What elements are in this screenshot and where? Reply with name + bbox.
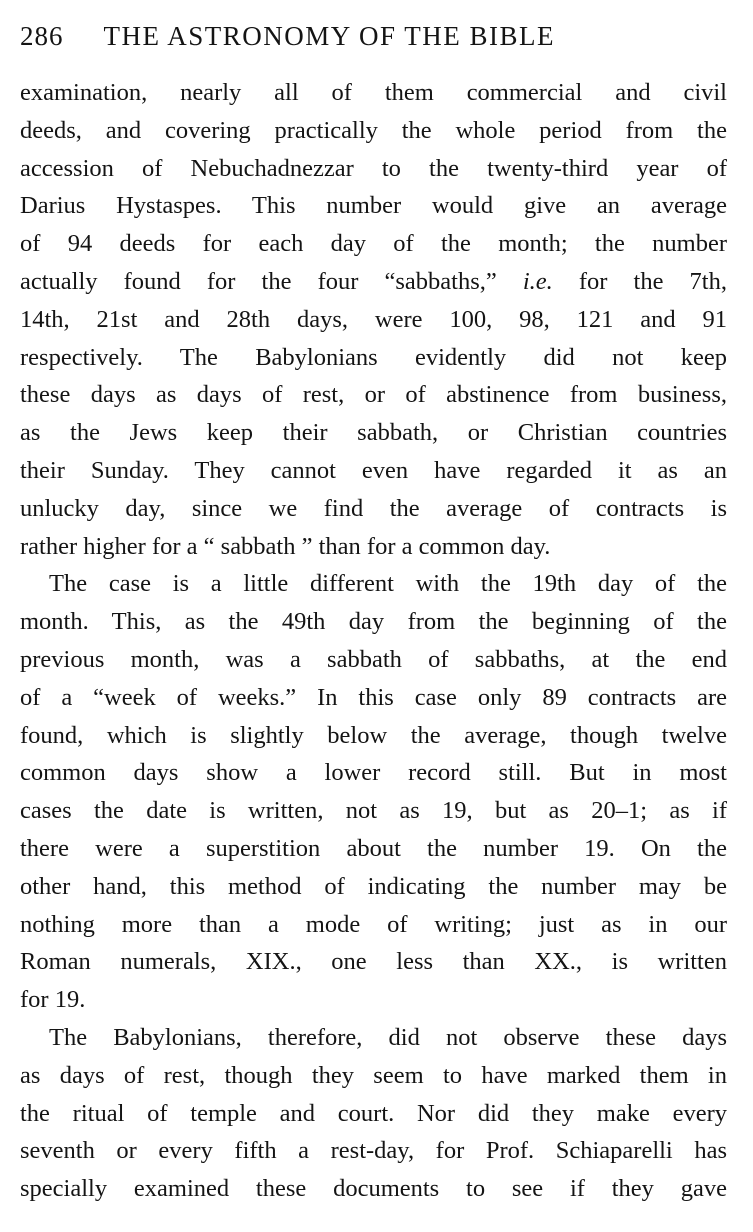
text-line: The case is a little different with the 19th day of the <box>49 570 727 598</box>
text-line: found, which is slightly below the average, though twelve <box>20 721 727 749</box>
text-line-with-italic <box>20 263 727 301</box>
text-line: of 94 deeds for each day of the month; the number <box>20 230 727 258</box>
italic-abbreviation: i.e. <box>522 267 553 295</box>
text-segment: actually found for the four “sabbaths,” <box>20 267 497 295</box>
running-head <box>20 16 730 56</box>
text-line: unlucky day, since we find the average of contracts is <box>20 494 727 522</box>
text-line: 14th, 21st and 28th days, were 100, 98, 121 and 91 <box>20 305 727 333</box>
text-line: their Sunday. They cannot even have regarded it as an <box>20 456 727 484</box>
text-line: rather higher for a “ sabbath ” than for a common day. <box>20 532 551 560</box>
text-segment: for the 7th, <box>578 267 727 295</box>
text-line: The Babylonians, therefore, did not observe these days <box>49 1023 727 1051</box>
text-line: Darius Hystaspes. This number would give an average <box>20 192 727 220</box>
paragraph-3 <box>20 1019 727 1208</box>
text-line: month. This, as the 49th day from the beginning of the <box>20 608 727 636</box>
text-line: cases the date is written, not as 19, but as 20–1; as if <box>20 797 727 825</box>
text-line: there were a superstition about the number 19. On the <box>20 834 727 862</box>
text-line: for 19. <box>20 986 86 1014</box>
text-line: of a “week of weeks.” In this case only 89 contracts are <box>20 683 727 711</box>
text-line: examination, nearly all of them commercial and civil <box>20 79 727 106</box>
page-number: 286 <box>20 21 64 51</box>
text-line: specially examined these documents to see if they gave <box>20 1175 727 1203</box>
paragraph-2 <box>20 565 727 1019</box>
text-line: other hand, this method of indicating the number may be <box>20 872 727 900</box>
text-line: Roman numerals, XIX., one less than XX., is written <box>20 948 727 976</box>
text-line: these days as days of rest, or of abstinence from business, <box>20 381 727 409</box>
text-line: as days of rest, though they seem to have marked them in <box>20 1061 727 1089</box>
text-line: nothing more than a mode of writing; just as in our <box>20 910 727 938</box>
body-text <box>20 74 727 1208</box>
paragraph-1 <box>20 74 727 565</box>
text-line: as the Jews keep their sabbath, or Christian countries <box>20 419 727 447</box>
text-line: deeds, and covering practically the whole period from the <box>20 116 727 144</box>
text-line: common days show a lower record still. But in most <box>20 759 727 787</box>
running-title: THE ASTRONOMY OF THE BIBLE <box>103 21 556 51</box>
text-line: seventh or every fifth a rest-day, for Prof. Schiaparelli has <box>20 1137 727 1165</box>
text-line: respectively. The Babylonians evidently did not keep <box>20 343 727 371</box>
text-line: the ritual of temple and court. Nor did they make every <box>20 1099 727 1127</box>
text-line: previous month, was a sabbath of sabbaths, at the end <box>20 645 727 673</box>
text-line: accession of Nebuchadnezzar to the twenty-third year of <box>20 154 727 182</box>
